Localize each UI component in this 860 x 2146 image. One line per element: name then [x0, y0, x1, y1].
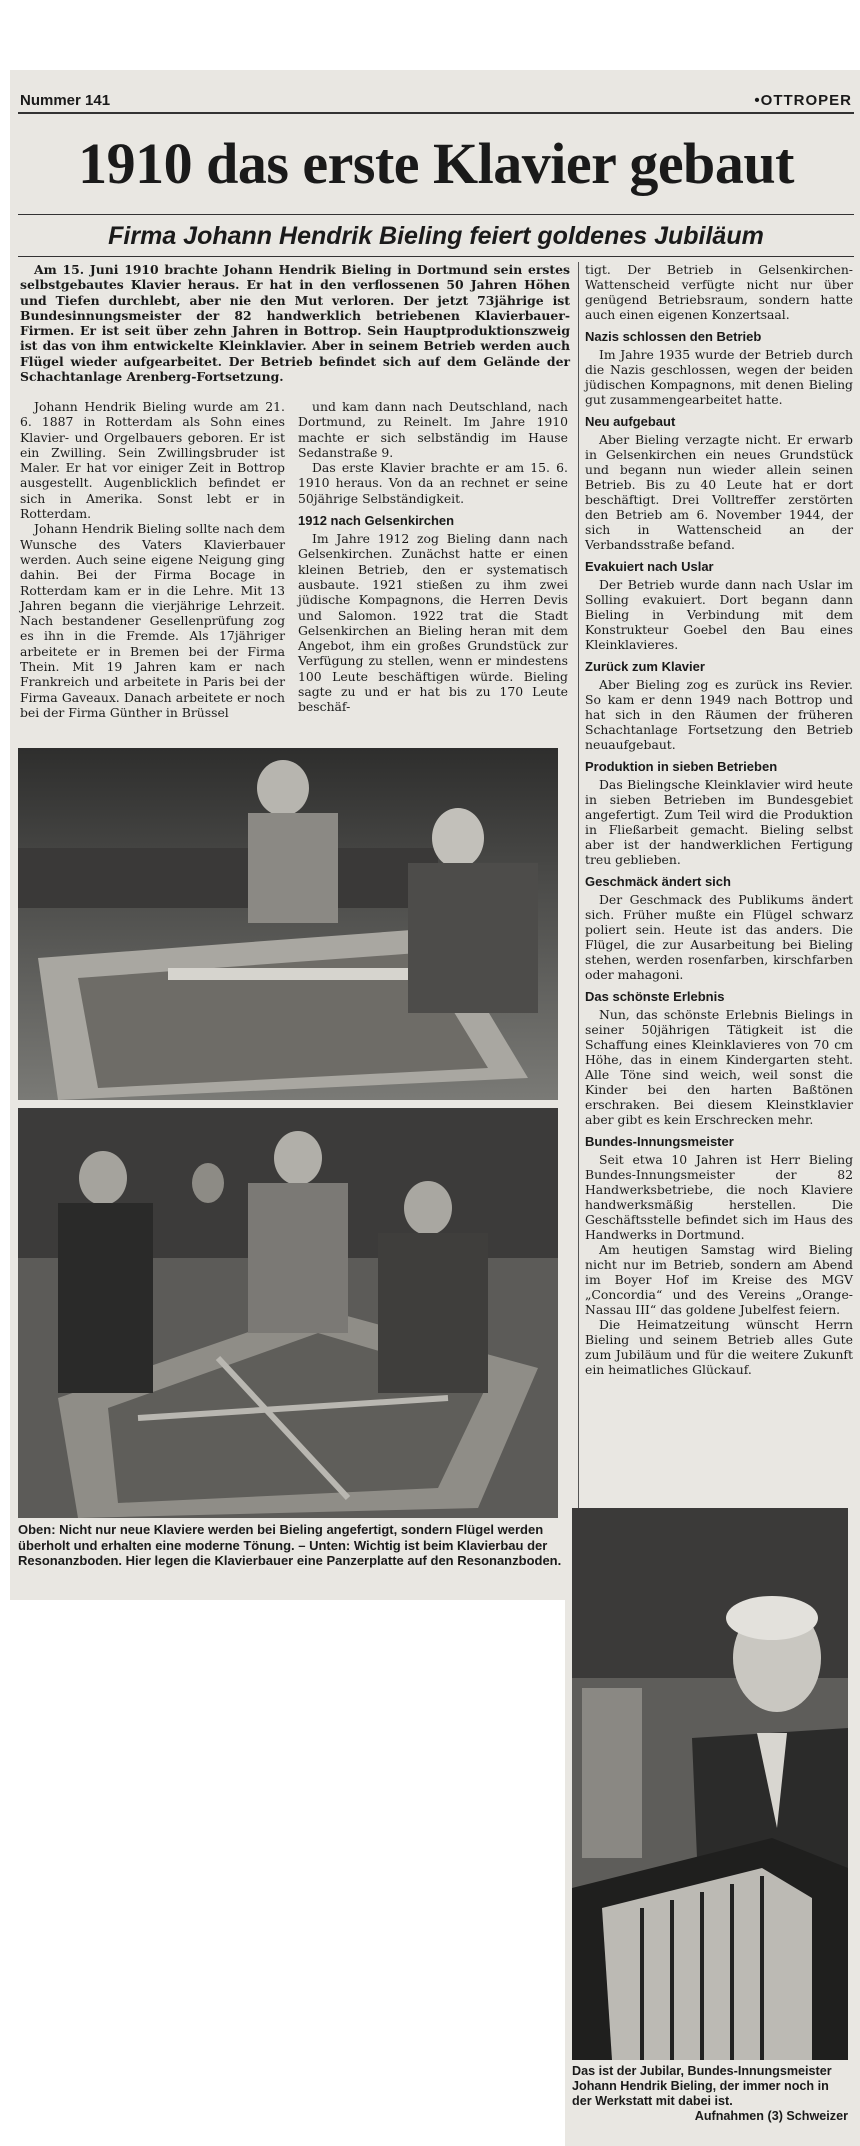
- portrait-caption-text: Das ist der Jubilar, Bundes-Innungsmeister Johann Hendrik Bieling, der immer noch in der Werkstatt mit dabei ist.: [572, 2064, 832, 2108]
- paragraph: Der Geschmack des Publikums ändert sich. Früher mußte ein Flügel schwarz poliert sein. Heute ist das anders. Die Flügel, die zur Ausarbeitung bei Bieling stehen, werden rosenfarben, kirschfarben oder mahagoni.: [585, 892, 853, 982]
- photo-caption: Oben: Nicht nur neue Klaviere werden bei Bieling angefertigt, sondern Flügel werden überholt und erhalten eine moderne Tönung. – Unten: Wichtig ist beim Klavierbau der Resonanzboden. Hier legen die Klavierbauer eine Panzerplatte auf den Resonanzboden.: [18, 1522, 562, 1568]
- subheadline: Firma Johann Hendrik Bieling feiert goldenes Jubiläum: [108, 222, 764, 250]
- lead-paragraph: [20, 262, 570, 384]
- article-column-3: [585, 262, 853, 1377]
- section-heading: Nazis schlossen den Betrieb: [585, 329, 762, 344]
- newspaper-name: •OTTROPER: [754, 92, 852, 109]
- article-column-2: [298, 399, 568, 715]
- section-heading: Produktion in sieben Betrieben: [585, 759, 778, 774]
- column-divider: [578, 262, 579, 1532]
- paragraph: Der Betrieb wurde dann nach Uslar im Solling evakuiert. Dort begann dann Bieling in Verbindung mit dem Konstrukteur Goebel den Bau eines Kleinklavieres.: [585, 577, 853, 652]
- paragraph: tigt. Der Betrieb in Gelsenkirchen-Wattenscheid verfügte nicht nur über genügend Betriebsraum, sondern hatte auch einen eigenen Konzertsaal.: [585, 262, 853, 322]
- section-heading: Evakuiert nach Uslar: [585, 559, 714, 574]
- portrait-photo: [572, 1508, 848, 2060]
- paragraph: Seit etwa 10 Jahren ist Herr Bieling Bundes-Innungsmeister der 82 Handwerksbetriebe, die noch Klaviere handwerksmäßig herstellen. Die Geschäftsstelle befindet sich im Haus des Handwerks in Dortmund.: [585, 1152, 853, 1242]
- section-heading: Geschmäck ändert sich: [585, 874, 731, 889]
- workshop-photo-bottom: [18, 1108, 558, 1518]
- paragraph: Das erste Klavier brachte er am 15. 6. 1910 heraus. Von da an rechnet er seine 50jährige Selbständigkeit.: [298, 460, 568, 506]
- paragraph: und kam dann nach Deutschland, nach Dortmund, zu Reinelt. Im Jahre 1910 machte er sich selbständig im Hause Sedanstraße 9.: [298, 399, 568, 460]
- portrait-photo-image: [572, 1508, 848, 2060]
- headline-rule: [18, 214, 854, 215]
- article-column-1: [20, 399, 285, 720]
- paragraph: Johann Hendrik Bieling sollte nach dem Wunsche des Vaters Klavierbauer werden. Auch seine eigene Neigung ging dahin. Bei der Firma Bocage in Rotterdam kam er in die Lehre. Mit 13 Jahren begann die vierjährige Lehrzeit. Nach bestandener Gesellenprüfung zog es ihn in die Fremde. Als 17jähriger arbeitete er in Bremen bei der Firma Thein. Mit 19 Jahren kam er nach Frankreich und arbeitete in Paris bei der Firma Gaveaux. Danach arbeitete er noch bei der Firma Günther in Brüssel: [20, 521, 285, 720]
- workshop-photo-top: [18, 748, 558, 1100]
- section-heading: Neu aufgebaut: [585, 414, 676, 429]
- section-heading: Zurück zum Klavier: [585, 659, 705, 674]
- subheadline-rule: [18, 256, 854, 257]
- headline: 1910 das erste Klavier gebaut: [78, 131, 794, 196]
- section-heading: 1912 nach Gelsenkirchen: [298, 513, 455, 529]
- paragraph: Im Jahre 1912 zog Bieling dann nach Gelsenkirchen. Zunächst hatte er einen kleinen Betrieb, den er systematisch ausbaute. 1921 stießen zu ihm zwei jüdische Kompagnons, die Herren Devis und Salomon. 1922 trat die Stadt Gelsenkirchen an Bieling heran mit dem Angebot, ihm ein großes Grundstück zur Verfügung zu stellen, wenn er mindestens 100 Leute beschäftigen würde. Bieling sagte zu und er hat bis zu 170 Leute beschäf-: [298, 531, 568, 715]
- header-rule: [18, 112, 854, 114]
- paragraph: Nun, das schönste Erlebnis Bielings in seiner 50jährigen Tätigkeit ist die Schaffung eines Kleinklavieres von 70 cm Höhe, das in einem Kindergarten steht. Alle Töne sind weich, weil sonst die Kinder bei den harten Baßtönen erschraken. Bei diesem Kleinstklavier aber gibt es kein Erschrecken mehr.: [585, 1007, 853, 1127]
- paragraph: Am heutigen Samstag wird Bieling nicht nur im Betrieb, sondern am Abend im Boyer Hof im Kreise des MGV „Concordia“ und des Vereins „Orange-Nassau III“ das goldene Jubelfest feiern.: [585, 1242, 853, 1317]
- lead-text: Am 15. Juni 1910 brachte Johann Hendrik Bieling in Dortmund sein erstes selbstgebautes Klavier heraus. Er hat in den verflossenen 50 Jahren Höhen und Tiefen durchlebt, aber nie den Mut verloren. Der jetzt 73jährige ist Bundesinnungsmeister der 82 handwerklich betriebenen Klavierbauer-Firmen. Er ist seit über zehn Jahren in Bottrop. Sein Hauptproduktionszweig ist das von ihm entwickelte Kleinklavier. Aber in seinem Betrieb werden auch Flügel wieder aufgearbeitet. Der Betrieb befindet sich auf dem Gelände der Schachtanlage Arenberg-Fortsetzung.: [20, 262, 570, 385]
- issue-number: Nummer 141: [20, 92, 111, 109]
- paragraph: Aber Bieling verzagte nicht. Er erwarb in Gelsenkirchen ein neues Grundstück und begann nun wieder allein seinen Betrieb. Bis zu 40 Leute hat er dort beschäftigt. Drei Volltreffer zerstörten den Betrieb am 6. November 1944, der sich in Wattenscheid an der Verbandsstraße befand.: [585, 432, 853, 552]
- paragraph: Die Heimatzeitung wünscht Herrn Bieling und seinem Betrieb alles Gute zum Jubiläum und für die weitere Zukunft ein heimatliches Glückauf.: [585, 1317, 853, 1377]
- paragraph: Johann Hendrik Bieling wurde am 21. 6. 1887 in Rotterdam als Sohn eines Klavier- und Orgelbauers geboren. Er ist ein Zwilling. Sein Zwillingsbruder ist Maler. Er hat vor einiger Zeit in Bottrop ausgestellt. Augenblicklich befindet er sich in Amerika. Sonst lebt er in Rotterdam.: [20, 399, 285, 522]
- paragraph: Aber Bieling zog es zurück ins Revier. So kam er denn 1949 nach Bottrop und hat sich in den Räumen der früheren Schachtanlage Fortsetzung den Betrieb neuaufgebaut.: [585, 677, 853, 752]
- photo-credit: Aufnahmen (3) Schweizer: [694, 2109, 848, 2123]
- section-heading: Das schönste Erlebnis: [585, 989, 725, 1004]
- workshop-photo-top-image: [18, 748, 558, 1100]
- workshop-photo-bottom-image: [18, 1108, 558, 1518]
- paragraph: Im Jahre 1935 wurde der Betrieb durch die Nazis geschlossen, wegen der beiden jüdischen Kompagnons, mit denen Bieling gut zusammengearbeitet hatte.: [585, 347, 853, 407]
- portrait-caption: [572, 2064, 848, 2124]
- paragraph: Das Bielingsche Kleinklavier wird heute in sieben Betrieben im Bundesgebiet angefertigt. Zum Teil wird die Produktion in Fließarbeit gemacht. Bieling selbst aber ist der handwerklichen Fertigung treu geblieben.: [585, 777, 853, 867]
- section-heading: Bundes-Innungsmeister: [585, 1134, 734, 1149]
